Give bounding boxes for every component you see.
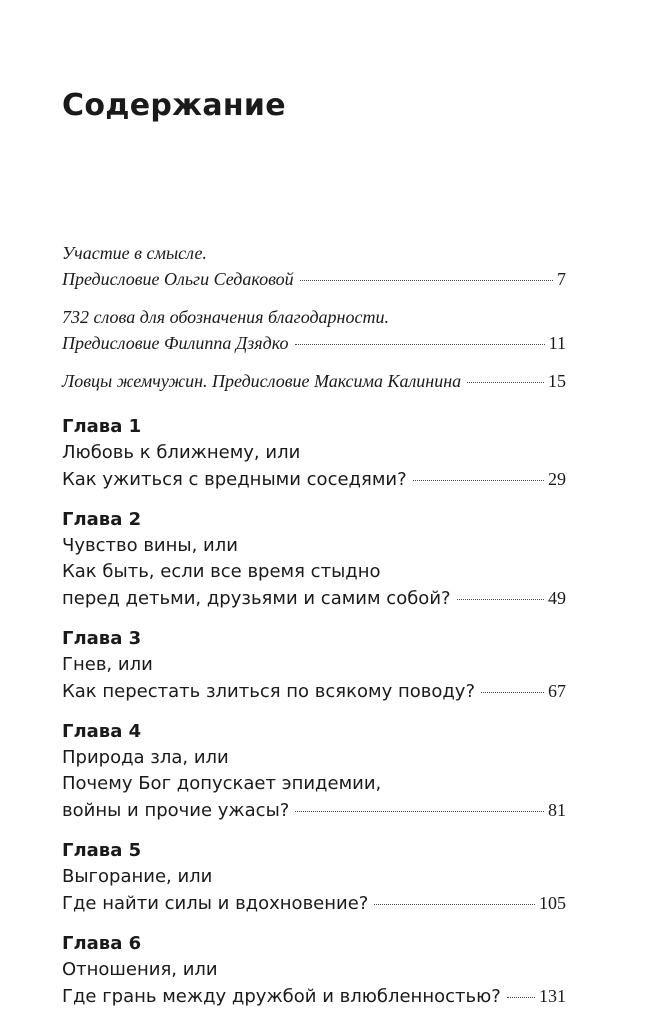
chapter-entry — [62, 626, 566, 705]
page-number: 7 — [557, 269, 566, 289]
entry-line — [62, 652, 566, 678]
chapter-heading: Глава 1 — [62, 416, 142, 437]
entry-line — [62, 864, 566, 890]
entry-line — [62, 330, 566, 356]
chapter-entry — [62, 719, 566, 824]
entry-title-text: Ловцы жемчужин. Предисловие Максима Калинина — [62, 371, 462, 391]
page-number: 131 — [539, 986, 566, 1006]
entry-line — [62, 240, 566, 266]
dot-leader — [467, 382, 544, 383]
entry-line — [62, 440, 566, 466]
page-number: 105 — [539, 893, 566, 913]
page-number: 81 — [548, 800, 566, 820]
chapter-entry — [62, 931, 566, 1010]
page-title: Содержание — [62, 88, 286, 123]
entry-line — [62, 585, 566, 612]
chapter-heading: Глава 3 — [62, 628, 142, 649]
dot-leader — [457, 599, 544, 600]
table-of-contents — [62, 240, 566, 1024]
page-number: 67 — [548, 681, 566, 701]
entry-title-text: Любовь к ближнему, или — [62, 442, 301, 463]
entry-line — [62, 678, 566, 705]
entry-line — [62, 890, 566, 917]
dot-leader — [481, 692, 544, 693]
entry-line — [62, 559, 566, 585]
dot-leader — [295, 811, 544, 812]
entry-title-text: Чувство вины, или — [62, 535, 238, 556]
entry-title-text: Как ужиться с вредными соседями? — [62, 469, 407, 490]
entry-title-text: Где найти силы и вдохновение? — [62, 893, 369, 914]
entry-title-text: 732 слова для обозначения благодарности. — [62, 307, 389, 327]
dot-leader — [295, 344, 545, 345]
entry-line — [62, 368, 566, 394]
entry-line — [62, 266, 566, 292]
dot-leader — [374, 904, 535, 905]
entry-title-text: Где грань между дружбой и влюбленностью? — [62, 986, 501, 1007]
prefaces-section — [62, 240, 566, 394]
entry-title-text: Гнев, или — [62, 654, 153, 675]
entry-title-text: перед детьми, друзьями и самим собой? — [62, 588, 451, 609]
entry-title-text: Участие в смысле. — [62, 243, 207, 263]
dot-leader — [300, 280, 553, 281]
dot-leader — [507, 997, 535, 998]
dot-leader — [413, 480, 544, 481]
page-number: 15 — [548, 371, 566, 391]
entry-title-text: Природа зла, или — [62, 747, 229, 768]
chapters-section — [62, 414, 566, 1010]
preface-entry — [62, 368, 566, 394]
entry-title-text: Почему Бог допускает эпидемии, — [62, 773, 382, 794]
entry-line — [62, 533, 566, 559]
entry-line — [62, 797, 566, 824]
entry-line — [62, 304, 566, 330]
page-number: 29 — [548, 469, 566, 489]
entry-title-text: Предисловие Филиппа Дзядко — [62, 333, 289, 353]
page-number: 11 — [548, 333, 566, 353]
preface-entry — [62, 240, 566, 292]
page-number: 49 — [548, 588, 566, 608]
entry-title-text: Выгорание, или — [62, 866, 213, 887]
chapter-heading: Глава 5 — [62, 840, 142, 861]
entry-title-text: Отношения, или — [62, 959, 218, 980]
chapter-entry — [62, 414, 566, 493]
entry-title-text: войны и прочие ужасы? — [62, 800, 290, 821]
entry-line — [62, 957, 566, 983]
chapter-heading: Глава 4 — [62, 721, 142, 742]
entry-title-text: Как быть, если все время стыдно — [62, 561, 381, 582]
entry-title-text: Как перестать злиться по всякому поводу? — [62, 681, 476, 702]
chapter-entry — [62, 838, 566, 917]
chapter-heading: Глава 6 — [62, 933, 142, 954]
entry-line — [62, 745, 566, 771]
chapter-heading: Глава 2 — [62, 509, 142, 530]
entry-title-text: Предисловие Ольги Седаковой — [62, 269, 294, 289]
preface-entry — [62, 304, 566, 356]
chapter-entry — [62, 507, 566, 612]
entry-line — [62, 983, 566, 1010]
entry-line — [62, 466, 566, 493]
entry-line — [62, 771, 566, 797]
